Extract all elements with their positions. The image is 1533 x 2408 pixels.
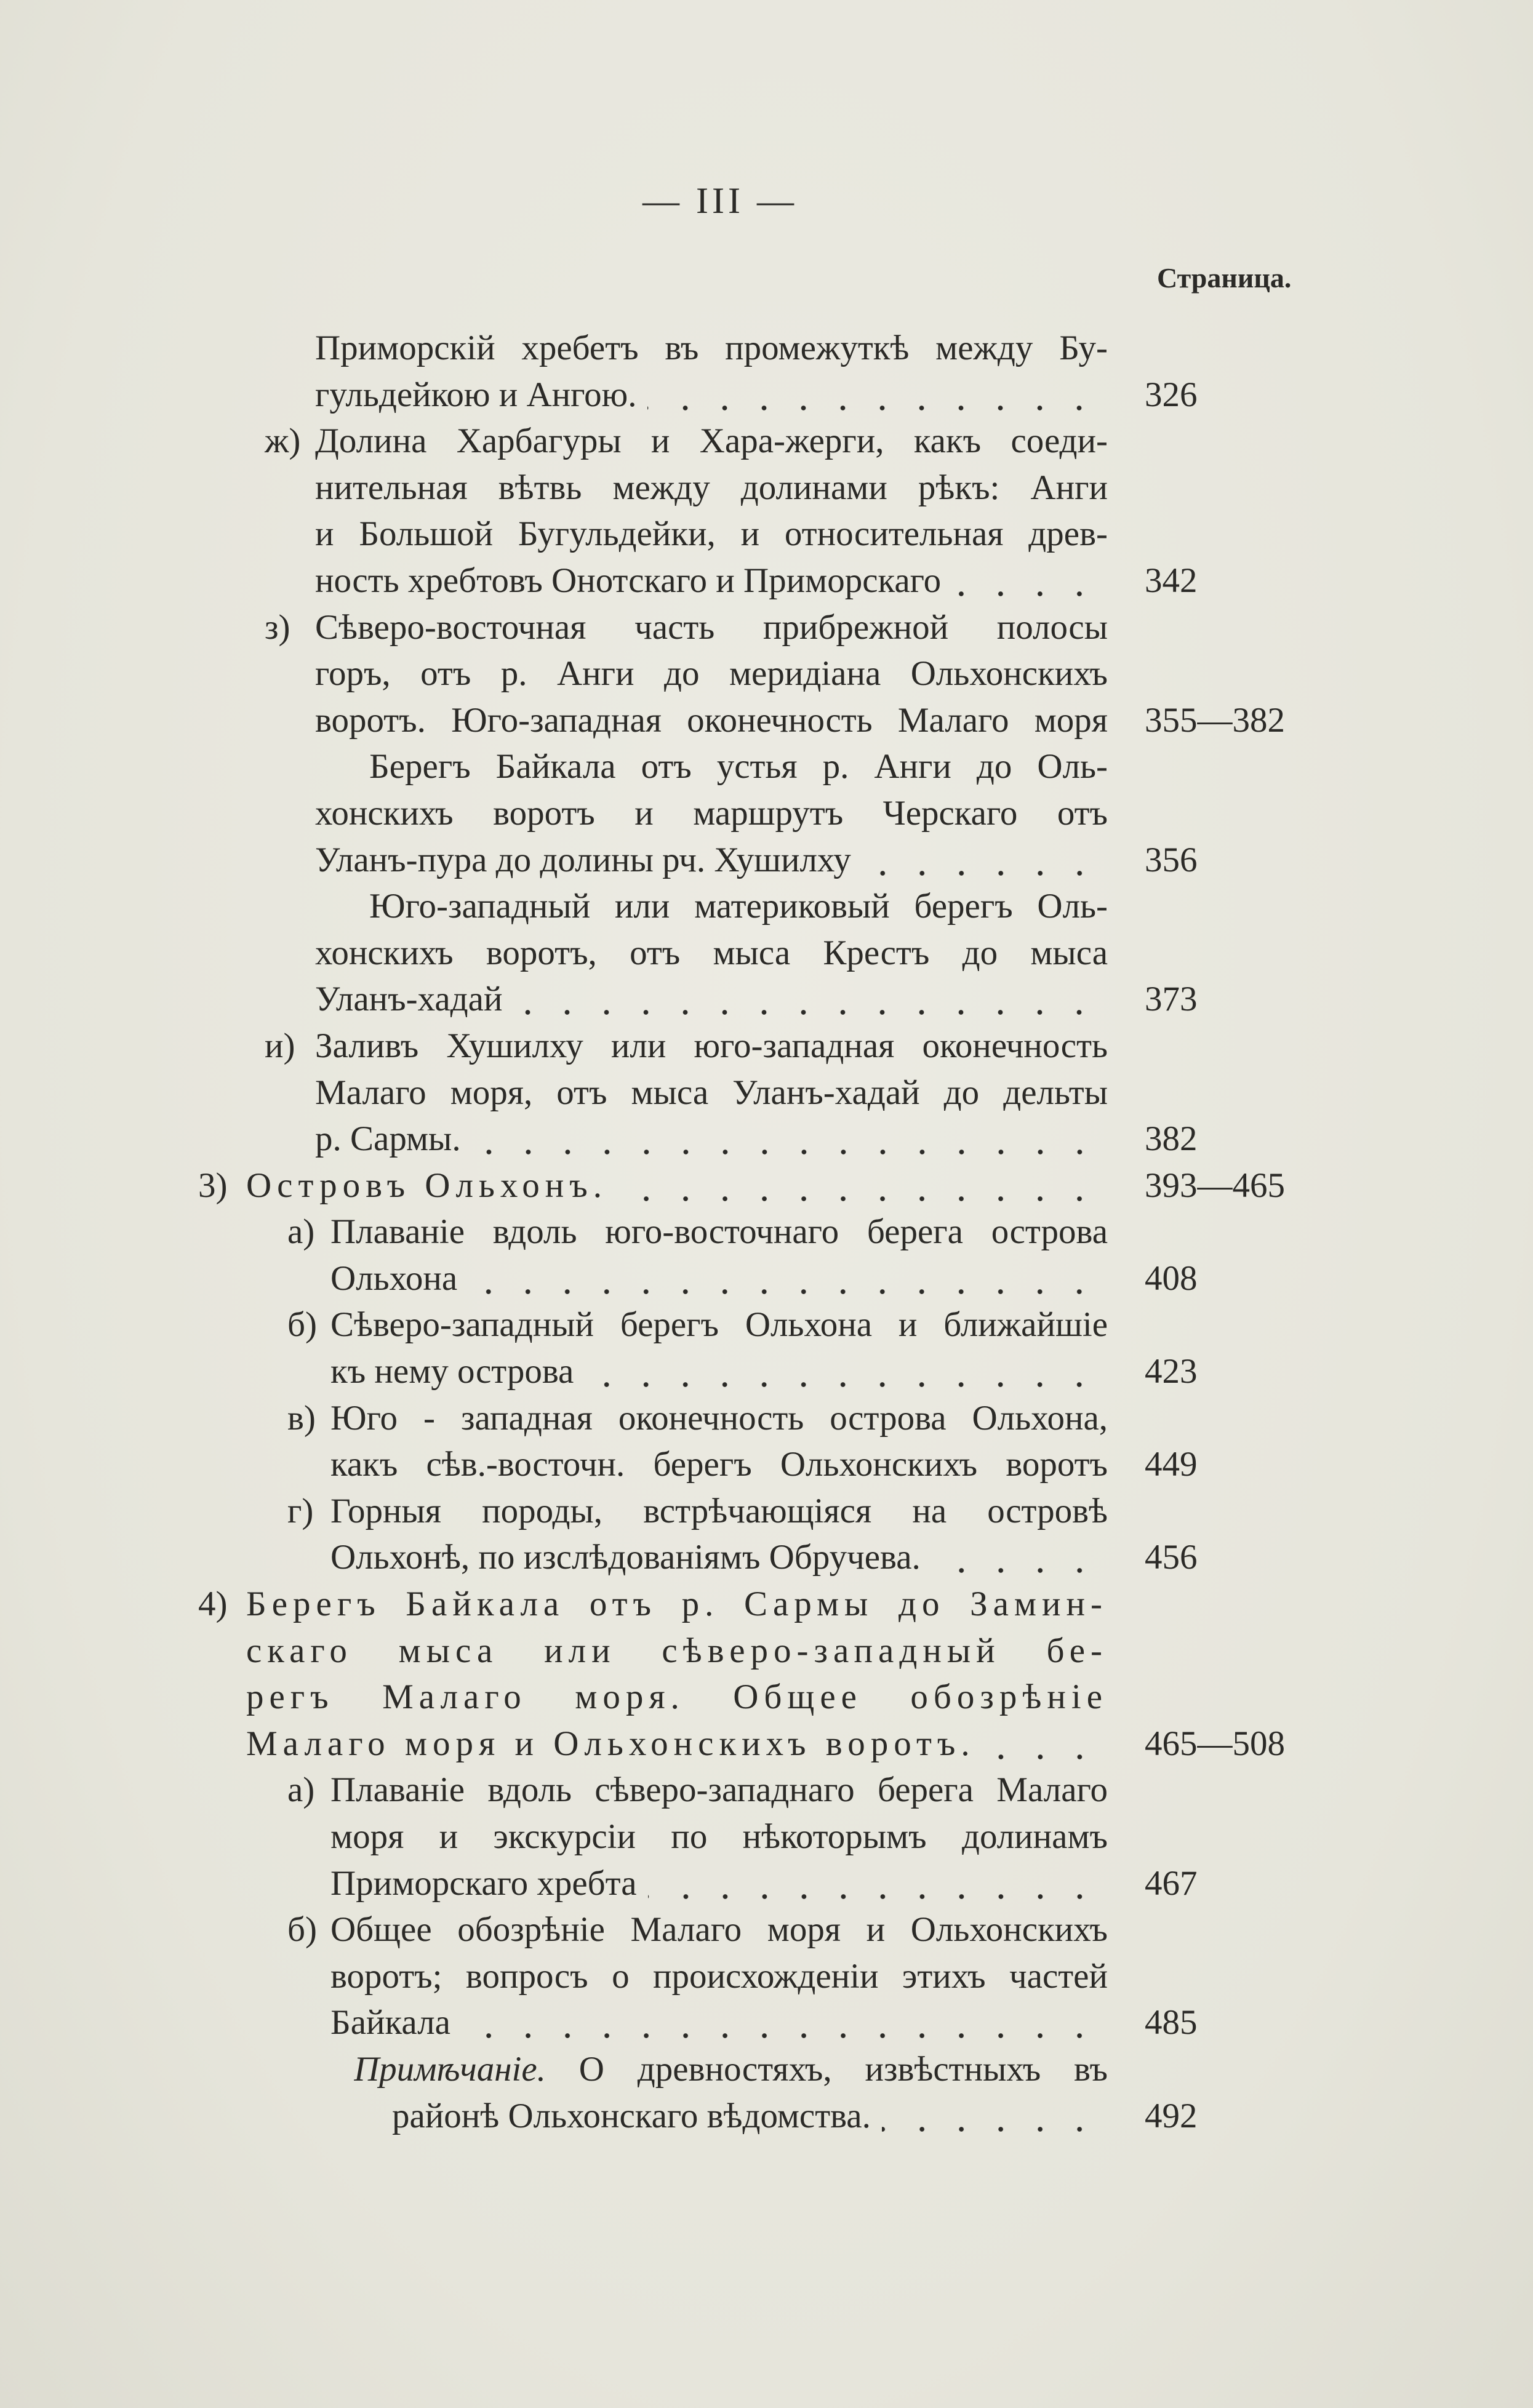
dot-leader [952,558,1099,604]
toc-line-text: Ольхонѣ, по изслѣдованіямъ Обручева. [330,1538,921,1577]
toc-line-text: районѣ Ольхонскаго вѣдомства. [392,2096,871,2135]
toc-page-number: 342 [1145,561,1198,600]
dot-leader [987,1721,1099,1767]
toc-line-body [354,2046,1108,2093]
toc-line-text: ность хребтовъ Онотскаго и Приморскаго [315,561,942,600]
dot-leader [472,1116,1099,1162]
toc-item-marker: з) [265,607,290,647]
dot-leader [648,1860,1099,1907]
toc-line-text: воротъ. Юго-западная оконечность Малаго моря [315,700,1108,740]
toc-line [0,1116,1533,1162]
toc-item-marker: б) [287,1305,317,1345]
toc-line [0,1999,1533,2046]
toc-line-text: гульдейкою и Ангою. [315,375,637,414]
toc-page-number: 492 [1145,2096,1198,2135]
page-number-folio: — III — [642,180,798,221]
toc-line-text: Берегъ Байкала отъ р. Сармы до Замин- [246,1585,1108,1624]
toc-line-text: Сѣверо-западный берегъ Ольхона и ближайшіе [330,1305,1108,1345]
toc-page-number: 408 [1145,1258,1198,1298]
dot-leader [882,2093,1099,2140]
toc-line [0,1534,1533,1581]
toc-line-text: Малаго моря, отъ мыса Уланъ-хадай до дельты [315,1073,1108,1112]
toc-line-text: хонскихъ воротъ и маршрутъ Черскаго отъ [315,793,1108,833]
toc-line [0,1674,1533,1721]
page-column-header: Страница. [1157,262,1292,294]
toc-line-body [315,325,1108,372]
toc-line [0,1906,1533,1953]
toc-line [0,1721,1533,1767]
toc-page-number: 449 [1145,1445,1198,1484]
toc-line [0,1953,1533,2000]
toc-line-text: къ нему острова [330,1352,574,1391]
toc-line [0,1255,1533,1302]
toc-line-body [315,1116,1108,1162]
toc-line-body [315,837,1108,884]
dot-leader [647,372,1099,418]
toc-line-body [330,1441,1108,1488]
toc-line-body [315,418,1108,465]
toc-item-marker: и) [265,1026,295,1065]
toc-page-number: 485 [1145,2003,1198,2042]
toc-line-text: Приморскій хребетъ въ промежуткѣ между Бу- [315,329,1108,367]
toc-line-body [369,743,1108,790]
toc-line [0,697,1533,744]
toc-line-text: Островъ Ольхонъ. [246,1166,607,1205]
toc-line-text: Юго - западная оконечность острова Ольхона, [330,1398,1108,1438]
toc-line-body [330,1906,1108,1953]
toc-line-text: Юго-западный или материковый берегъ Оль- [369,887,1108,926]
toc-line-body [330,1209,1108,1255]
toc-page-number: 393—465 [1145,1166,1285,1205]
toc-line [0,1162,1533,1209]
toc-line [0,604,1533,651]
toc-line-body [330,1395,1108,1442]
toc-line [0,2046,1533,2093]
toc-line [0,1628,1533,1674]
toc-line-body [330,1255,1108,1302]
note-text: О древностяхъ, извѣстныхъ въ [578,2049,1108,2089]
toc-page-number: 355—382 [1145,700,1285,740]
toc-line [0,465,1533,511]
toc-line-text: регъ Малаго моря. Общее обозрѣніе [246,1678,1108,1717]
toc-item-marker: 4) [198,1585,228,1624]
toc-line-body [330,1348,1108,1395]
toc-item-marker: ж) [265,422,301,461]
toc-line [0,1070,1533,1116]
toc-line-text: и Большой Бугульдейки, и относительная древ- [315,514,1108,554]
toc-line-text [354,2046,1108,2093]
toc-line-text: Горныя породы, встрѣчающіяся на островѣ [330,1491,1108,1530]
toc-line-text: Байкала [330,2003,450,2042]
toc-line-body [315,697,1108,744]
toc-line-body [315,1023,1108,1070]
toc-line-body [330,1999,1108,2046]
toc-line [0,743,1533,790]
toc-line-body [315,650,1108,697]
toc-page-number: 373 [1145,980,1198,1019]
note-label: Примѣчаніе. [354,2049,546,2089]
toc-line-body [246,1674,1108,1721]
toc-line-body [392,2093,1108,2140]
toc-line-text: Плаваніе вдоль сѣверо-западнаго берега Малаго [330,1770,1108,1810]
toc-line-text: хонскихъ воротъ, отъ мыса Крестъ до мыса [315,933,1108,972]
dot-leader [618,1162,1099,1209]
toc-line-body [315,511,1108,558]
toc-page-number: 382 [1145,1119,1198,1159]
toc-line-body [246,1721,1108,1767]
dot-leader [513,976,1099,1023]
toc-line [0,1814,1533,1860]
toc-line-body [246,1628,1108,1674]
toc-line-body [315,1070,1108,1116]
toc-line-body [246,1581,1108,1628]
toc-line-text: Ольхона [330,1258,458,1298]
toc-page-number: 356 [1145,840,1198,879]
toc-line-text: Малаго моря и Ольхонскихъ воротъ. [246,1724,975,1763]
toc-line-body [315,604,1108,651]
toc-line [0,837,1533,884]
toc-line-body [330,1767,1108,1814]
toc-line [0,1488,1533,1535]
toc-line-text: моря и экскурсіи по нѣкоторымъ долинамъ [330,1817,1108,1856]
dot-leader [468,1255,1099,1302]
toc-line-body [330,1953,1108,2000]
toc-page-number: 467 [1145,1863,1198,1903]
toc-page-number: 456 [1145,1538,1198,1577]
toc-item-marker: а) [287,1770,315,1810]
toc-line-body [330,1814,1108,1860]
toc-line-text: какъ сѣв.-восточн. берегъ Ольхонскихъ воротъ [330,1445,1108,1484]
toc-item-marker: в) [287,1398,316,1438]
toc-line [0,976,1533,1023]
toc-line-body [246,1162,1108,1209]
dot-leader [585,1348,1099,1395]
dot-leader [462,1999,1099,2046]
toc-line-text: р. Сармы. [315,1119,461,1159]
toc-line-body [315,465,1108,511]
toc-page-number: 326 [1145,375,1198,414]
dot-leader [932,1534,1099,1581]
toc-line-text: Берегъ Байкала отъ устья р. Анги до Оль- [369,747,1108,786]
toc-line [0,1023,1533,1070]
toc-line-text: горъ, отъ р. Анги до меридіана Ольхонскихъ [315,654,1108,694]
toc-line-body [330,1534,1108,1581]
toc-line [0,558,1533,604]
toc-page-number: 465—508 [1145,1724,1285,1763]
toc-line-text: Уланъ-пура до долины рч. Хушилху [315,840,851,879]
toc-line [0,325,1533,372]
toc-line [0,1395,1533,1442]
toc-line [0,511,1533,558]
toc-line [0,1441,1533,1488]
toc-line [0,2093,1533,2140]
toc-line [0,1581,1533,1628]
toc-line [0,1860,1533,1907]
toc-line-body [369,883,1108,930]
toc-line-text: воротъ; вопросъ о происхожденіи этихъ частей [330,1956,1108,1996]
toc-page-number: 423 [1145,1352,1198,1391]
toc-line-text: Заливъ Хушилху или юго-западная оконечность [315,1026,1108,1065]
toc-line-text: скаго мыса или сѣверо-западный бе- [246,1631,1108,1670]
toc-line-body [330,1860,1108,1907]
toc-item-marker: 3) [198,1166,228,1205]
toc-line-body [315,930,1108,977]
toc-item-marker: г) [287,1491,314,1530]
toc-item-marker: а) [287,1212,315,1252]
toc-line [0,650,1533,697]
toc-line [0,1767,1533,1814]
toc-line-text: Плаваніе вдоль юго-восточнаго берега острова [330,1212,1108,1252]
toc-line-body [330,1488,1108,1535]
dot-leader [862,837,1099,884]
toc-line-text: Приморскаго хребта [330,1863,637,1903]
toc-line-text: Долина Харбагуры и Хара-жерги, какъ соеди- [315,422,1108,461]
toc-line-text: нительная вѣтвь между долинами рѣкъ: Анги [315,468,1108,507]
toc-line [0,418,1533,465]
toc-line [0,1348,1533,1395]
toc-line [0,372,1533,418]
toc-line-body [315,976,1108,1023]
toc-line-body [330,1302,1108,1348]
toc-item-marker: б) [287,1910,317,1950]
toc-line-text: Сѣверо-восточная часть прибрежной полосы [315,607,1108,647]
toc-line [0,930,1533,977]
toc-line [0,883,1533,930]
toc-line-body [315,558,1108,604]
toc-line [0,1302,1533,1348]
table-of-contents [0,325,1533,2139]
toc-line-body [315,372,1108,418]
toc-line-text: Уланъ-хадай [315,980,503,1019]
toc-line [0,790,1533,837]
toc-line-body [315,790,1108,837]
toc-line [0,1209,1533,1255]
toc-line-text: Общее обозрѣніе Малаго моря и Ольхонскихъ [330,1910,1108,1950]
